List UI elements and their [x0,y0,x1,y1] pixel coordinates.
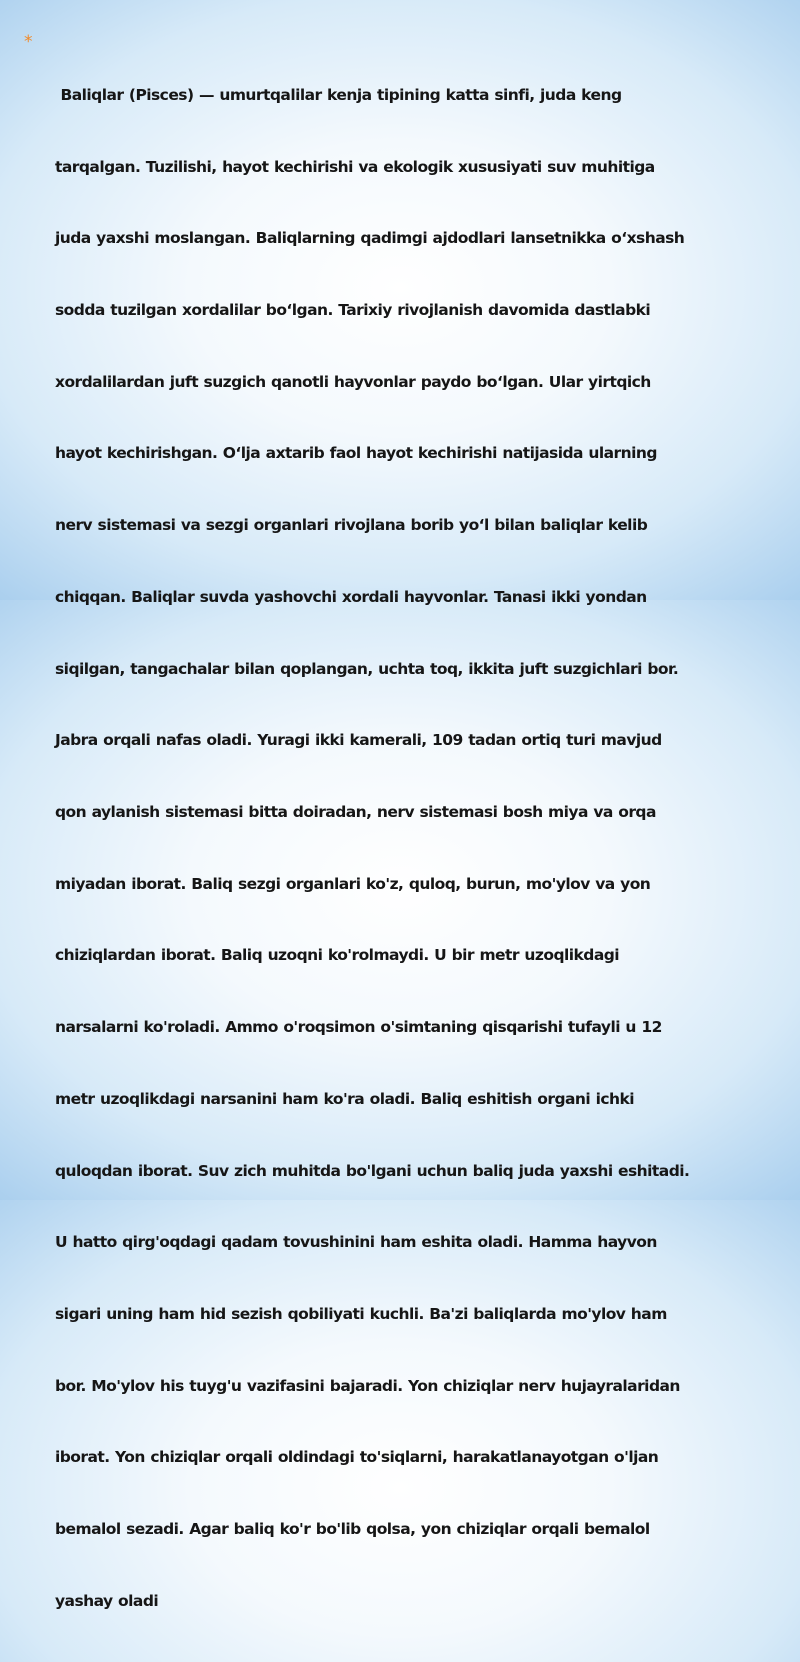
text-line: yashay oladi [55,1591,159,1610]
text-line: sodda tuzilgan xordalilar bo‘lgan. Tarixiy rivojlanish davomida dastlabki [55,300,651,319]
text-line: hayot kechirishgan. O‘lja axtarib faol hayot kechirishi natijasida ularning [55,444,657,463]
text-line: quloqdan iborat. Suv zich muhitda bo'lgani uchun baliq juda yaxshi eshitadi. [55,1161,690,1180]
text-line: chiziqlardan iborat. Baliq uzoqni ko'rolmaydi. U bir metr uzoqlikdagi [55,946,620,965]
body-paragraph [55,36,793,1662]
text-line: qon aylanish sistemasi bitta doiradan, nerv sistemasi bosh miya va orqa [55,803,656,821]
bullet-marker: * [24,32,33,52]
text-line: nerv sistemasi va sezgi organlari rivojlana borib yo‘l bilan baliqlar kelib [55,516,648,535]
text-line: tarqalgan. Tuzilishi, hayot kechirishi va ekologik xususiyati suv muhitiga [55,157,655,176]
text-line: bor. Mo'ylov his tuyg'u vazifasini bajaradi. Yon chiziqlar nerv hujayralaridan [55,1376,680,1395]
text-line: siqilgan, tangachalar bilan qoplangan, uchta toq, ikkita juft suzgichlari bor. [55,659,679,678]
text-line: juda yaxshi moslangan. Baliqlarning qadimgi ajdodlari lansetnikka o‘xshash [55,229,685,248]
text-line: bemalol sezadi. Agar baliq ko'r bo'lib qolsa, yon chiziqlar orqali bemalol [55,1520,650,1539]
text-line: Jabra orqali nafas oladi. Yuragi ikki kamerali, 109 tadan ortiq turi mavjud [55,731,662,750]
text-line: U hatto qirg'oqdagi qadam tovushinini ham eshita oladi. Hamma hayvon [55,1233,657,1252]
text-line: narsalarni ko'roladi. Ammo o'roqsimon o'simtaning qisqarishi tufayli u 12 [55,1018,662,1037]
text-line: sigari uning ham hid sezish qobiliyati kuchli. Ba'zi baliqlarda mo'ylov ham [55,1305,667,1324]
text-line: miyadan iborat. Baliq sezgi organlari ko'z, quloq, burun, mo'ylov va yon [55,874,651,893]
text-line: metr uzoqlikdagi narsanini ham ko'ra oladi. Baliq eshitish organi ichki [55,1089,635,1108]
text-line: xordalilardan juft suzgich qanotli hayvonlar paydo bo‘lgan. Ular yirtqich [55,372,651,391]
text-line: chiqqan. Baliqlar suvda yashovchi xordali hayvonlar. Tanasi ikki yondan [55,587,647,606]
text-line: iborat. Yon chiziqlar orqali oldindagi to'siqlarni, harakatlanayotgan o'ljan [55,1448,659,1467]
text-line: Baliqlar (Pisces) — umurtqalilar kenja tipining katta sinfi, juda keng [55,85,622,104]
